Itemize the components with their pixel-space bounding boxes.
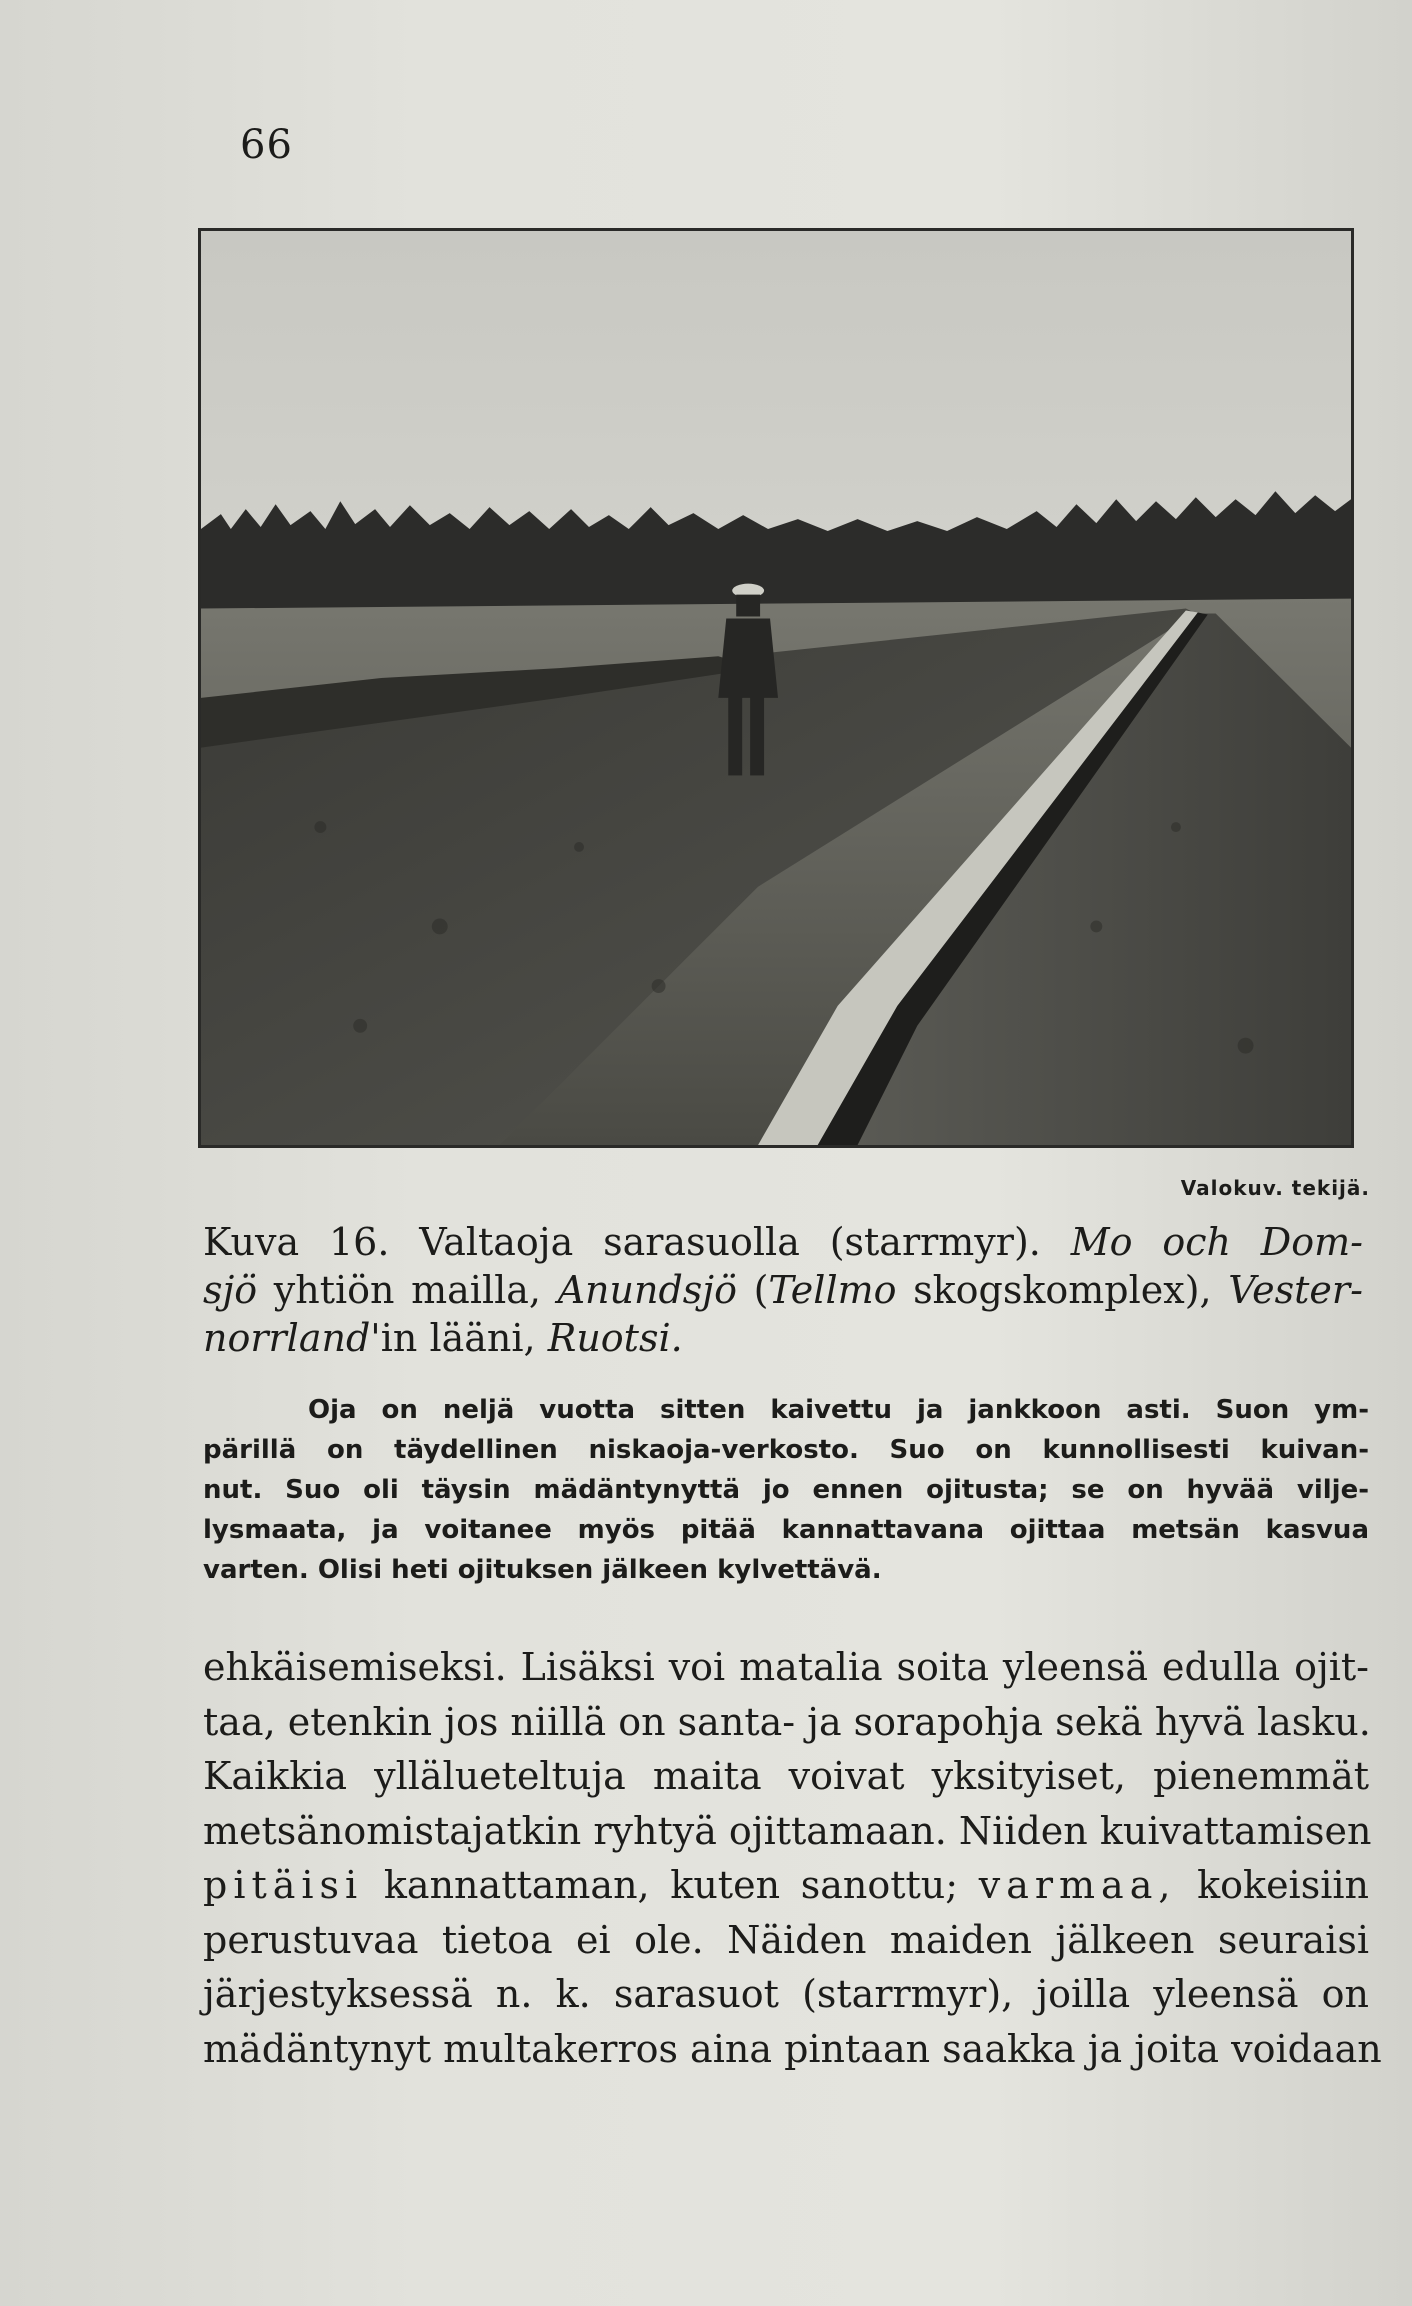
caption-italic: norrland [203, 1316, 371, 1360]
body-line: järjestyksessä n. k. sarasuot (starrmyr), joilla yleensä on [203, 1972, 1369, 2016]
caption-line [203, 1218, 1363, 1266]
caption-note [203, 1390, 1369, 1590]
caption-italic: Tellmo [768, 1268, 897, 1312]
photo-illustration [201, 231, 1351, 1145]
caption-italic: Mo och Dom- [1070, 1220, 1363, 1264]
photograph-drainage-ditch [198, 228, 1354, 1148]
caption-line [203, 1314, 1363, 1362]
photo-credit: Valokuv. tekijä. [1180, 1176, 1370, 1200]
body-line: perustuvaa tietoa ei ole. Näiden maiden jälkeen seuraisi [203, 1917, 1369, 1962]
spaced-word: pitäisi [203, 1863, 364, 1907]
figure-caption [203, 1218, 1363, 1362]
caption-italic: sjö [203, 1268, 258, 1312]
body-line: metsänomistajatkin ryhtyä ojittamaan. Niiden kuivattamisen [203, 1808, 1372, 1853]
caption-italic: Vester- [1228, 1268, 1363, 1312]
caption-text: skogskomplex), [913, 1268, 1212, 1312]
body-line: taa, etenkin jos niillä on santa- ja sorapohja sekä hyvä lasku. [203, 1699, 1371, 1744]
note-line: Oja on neljä vuotta sitten kaivettu ja jankkoon asti. Suon ym- [308, 1395, 1369, 1425]
body-line [203, 1858, 1369, 1913]
body-paragraph [203, 1640, 1382, 2076]
caption-text: yhtiön maillа, [273, 1268, 541, 1312]
caption-text: 'in lääni, [370, 1316, 536, 1360]
caption-text: ( [753, 1268, 769, 1312]
note-line: lysmaata, ja voitanee myös pitää kannattavana ojittaa metsän kasvua [203, 1515, 1369, 1545]
note-line: nut. Suo oli täysin mädäntynyttä jo ennen ojitusta; se on hyvää vilje- [203, 1475, 1369, 1505]
caption-italic: Anundsjö [557, 1268, 737, 1312]
body-line: Kaikkia yllälueteltuja maita voivat yksityiset, pienemmät [203, 1754, 1369, 1798]
spaced-word: varmaa, [978, 1863, 1177, 1907]
page-number: 66 [240, 122, 293, 168]
caption-italic: Ruotsi. [547, 1316, 683, 1360]
note-line: pärillä on täydellinen niskaoja-verkosto. Suo on kunnollisesti kuivan- [203, 1435, 1369, 1465]
body-line: mädäntynyt multakerros aina pintaan saakka ja joita voidaan [203, 2026, 1382, 2071]
body-line: ehkäisemiseksi. Lisäksi voi matalia soita yleensä edulla ojit- [203, 1645, 1369, 1689]
note-line: varten. Olisi heti ojituksen jälkeen kylvettävä. [203, 1555, 882, 1585]
body-text-span: kannattaman, kuten sanottu; [383, 1863, 959, 1907]
body-text-span: kokeisiin [1197, 1863, 1369, 1907]
caption-line [203, 1266, 1363, 1314]
caption-text: Kuva 16. Valtaoja sarasuolla (starrmyr). [203, 1220, 1041, 1264]
